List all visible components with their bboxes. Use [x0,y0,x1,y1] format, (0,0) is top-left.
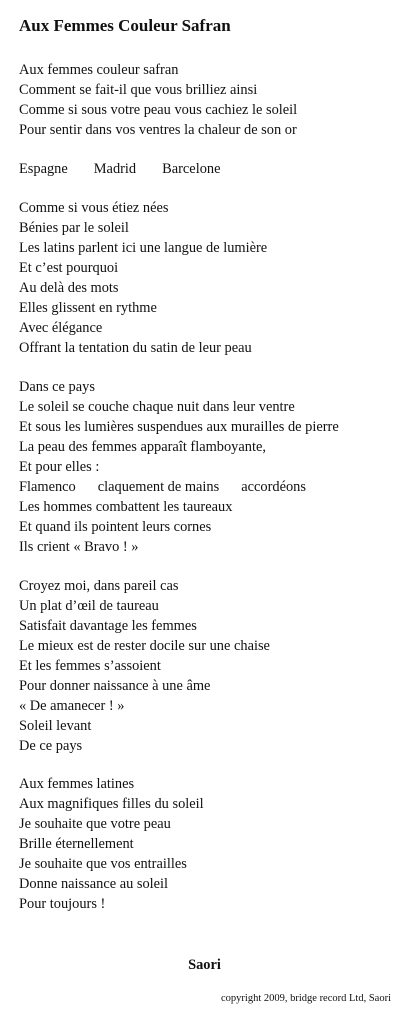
poem-line: Et quand ils pointent leurs cornes [19,519,212,535]
poem-line: Aux femmes latines [19,776,135,792]
poem-line-flamenco [19,477,339,497]
stanza-6 [19,774,204,914]
poem-line: Croyez moi, dans pareil cas [19,578,179,594]
poem-line: Je souhaite que votre peau [19,816,171,832]
stanza-3 [19,198,267,358]
poem-line: Comme si sous votre peau vous cachiez le soleil [19,102,298,118]
stanza-4 [19,377,339,557]
stanza-5 [19,576,270,756]
poem-line: Satisfait davantage les femmes [19,618,197,634]
poem-line-cities [19,159,220,179]
accordion-word: accordéons [241,479,306,495]
copyright-notice: copyright 2009, bridge record Ltd, Saori [221,993,391,1004]
poem-line: Aux femmes couleur safran [19,62,179,78]
poem-line: Comme si vous étiez nées [19,200,169,216]
poem-line: De ce pays [19,738,83,754]
poem-line: Soleil levant [19,718,92,734]
city-barcelona: Barcelone [162,161,221,177]
poem-line: Les latins parlent ici une langue de lumière [19,240,268,256]
poem-line: Et les femmes s’assoient [19,658,161,674]
flamenco-word: Flamenco [19,479,76,495]
poem-line: Offrant la tentation du satin de leur peau [19,340,252,356]
poem-line: Donne naissance au soleil [19,876,169,892]
stanza-1 [19,60,297,140]
poem-line: Les hommes combattent les taureaux [19,499,233,515]
poem-line: Et sous les lumières suspendues aux murailles de pierre [19,419,339,435]
poem-line: Pour sentir dans vos ventres la chaleur de son or [19,122,297,138]
poem-line: Elles glissent en rythme [19,300,157,316]
poem-line: Le mieux est de rester docile sur une chaise [19,638,270,654]
poem-line: Avec élégance [19,320,103,336]
poem-line: Brille éternellement [19,836,134,852]
poem-line: Bénies par le soleil [19,220,129,236]
poem-line: La peau des femmes apparaît flamboyante, [19,439,266,455]
poem-line: Dans ce pays [19,379,95,395]
city-spain: Espagne [19,161,68,177]
poem-line: Un plat d’œil de taureau [19,598,159,614]
poem-line: Pour toujours ! [19,896,106,912]
clapping-word: claquement de mains [97,479,220,495]
stanza-2 [19,159,220,179]
poem-line: Aux magnifiques filles du soleil [19,796,204,812]
poem-line: Et c’est pourquoi [19,260,119,276]
poem-line: Et pour elles : [19,459,100,475]
poem-line: Au delà des mots [19,280,119,296]
poem-line: Je souhaite que vos entrailles [19,856,187,872]
poem-title: Aux Femmes Couleur Safran [19,16,231,35]
poem-line: « De amanecer ! » [19,698,125,714]
poem-line: Le soleil se couche chaque nuit dans leur ventre [19,399,295,415]
city-madrid: Madrid [93,161,137,177]
poem-line: Comment se fait-il que vous brilliez ainsi [19,82,258,98]
author-signature: Saori [188,957,221,973]
poem-line: Ils crient « Bravo ! » [19,539,139,555]
poem-line: Pour donner naissance à une âme [19,678,211,694]
